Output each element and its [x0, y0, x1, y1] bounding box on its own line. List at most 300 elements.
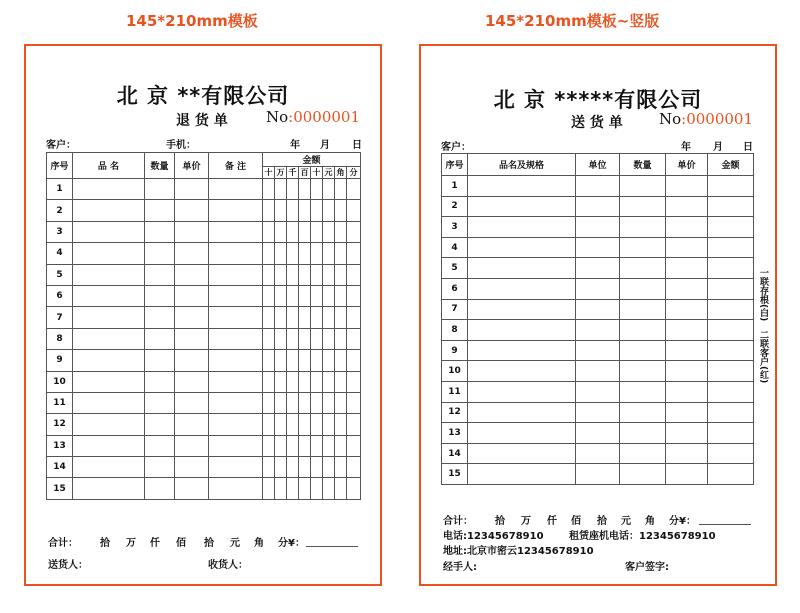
entry-cell[interactable] [299, 200, 311, 221]
entry-cell[interactable] [311, 435, 323, 456]
entry-cell[interactable] [335, 457, 347, 478]
entry-cell[interactable] [175, 457, 209, 478]
entry-cell[interactable] [145, 264, 175, 285]
entry-cell[interactable] [275, 350, 287, 371]
entry-cell[interactable] [576, 381, 620, 402]
entry-cell[interactable] [287, 435, 299, 456]
entry-cell[interactable] [708, 381, 754, 402]
entry-cell[interactable] [209, 285, 263, 306]
entry-cell[interactable] [263, 179, 275, 200]
entry-cell[interactable] [347, 243, 361, 264]
entry-cell[interactable] [335, 307, 347, 328]
entry-cell[interactable] [73, 435, 145, 456]
entry-cell[interactable] [287, 371, 299, 392]
entry-cell[interactable] [323, 243, 335, 264]
entry-cell[interactable] [299, 243, 311, 264]
entry-cell[interactable] [73, 285, 145, 306]
entry-cell[interactable] [468, 423, 576, 444]
entry-cell[interactable] [323, 478, 335, 499]
entry-cell[interactable] [620, 402, 666, 423]
entry-cell[interactable] [323, 179, 335, 200]
entry-cell[interactable] [620, 423, 666, 444]
entry-cell[interactable] [175, 478, 209, 499]
entry-cell[interactable] [666, 196, 708, 217]
entry-cell[interactable] [145, 200, 175, 221]
entry-cell[interactable] [209, 392, 263, 413]
entry-cell[interactable] [335, 285, 347, 306]
entry-cell[interactable] [145, 285, 175, 306]
entry-cell[interactable] [275, 414, 287, 435]
entry-cell[interactable] [175, 264, 209, 285]
customer-label: 客户： [46, 140, 76, 151]
table-row [442, 443, 754, 464]
entry-cell[interactable] [287, 457, 299, 478]
entry-cell[interactable] [468, 278, 576, 299]
entry-cell[interactable] [209, 307, 263, 328]
phone-label: 手机： [166, 140, 196, 151]
entry-cell[interactable] [620, 217, 666, 238]
row-number: 4 [442, 237, 468, 258]
entry-cell[interactable] [347, 264, 361, 285]
row-number: 2 [47, 200, 73, 221]
entry-cell[interactable] [263, 285, 275, 306]
entry-cell[interactable] [263, 371, 275, 392]
entry-cell[interactable] [263, 478, 275, 499]
entry-cell[interactable] [263, 350, 275, 371]
entry-cell[interactable] [666, 402, 708, 423]
entry-cell[interactable] [287, 264, 299, 285]
entry-cell[interactable] [620, 176, 666, 197]
phone-line: 电话:12345678910 [443, 531, 544, 542]
entry-cell[interactable] [209, 264, 263, 285]
entry-cell[interactable] [576, 443, 620, 464]
entry-cell[interactable] [666, 381, 708, 402]
entry-cell[interactable] [576, 237, 620, 258]
entry-cell[interactable] [708, 361, 754, 382]
row-number: 5 [47, 264, 73, 285]
digit-header: 分 [347, 167, 361, 179]
entry-cell[interactable] [311, 371, 323, 392]
entry-cell[interactable] [468, 381, 576, 402]
row-number: 9 [47, 350, 73, 371]
delivery-slip-form [419, 44, 777, 586]
entry-cell[interactable] [209, 435, 263, 456]
entry-cell[interactable] [576, 320, 620, 341]
handler-label: 经手人: [443, 562, 477, 573]
entry-cell[interactable] [335, 414, 347, 435]
entry-cell[interactable] [73, 243, 145, 264]
entry-cell[interactable] [576, 340, 620, 361]
entry-cell[interactable] [175, 179, 209, 200]
entry-cell[interactable] [323, 200, 335, 221]
entry-cell[interactable] [576, 278, 620, 299]
entry-cell[interactable] [347, 414, 361, 435]
entry-cell[interactable] [666, 443, 708, 464]
entry-cell[interactable] [175, 371, 209, 392]
entry-cell[interactable] [335, 328, 347, 349]
entry-cell[interactable] [323, 221, 335, 242]
entry-cell[interactable] [335, 392, 347, 413]
entry-cell[interactable] [275, 371, 287, 392]
entry-cell[interactable] [311, 392, 323, 413]
entry-cell[interactable] [287, 221, 299, 242]
total-unit: 分¥： [669, 516, 696, 527]
entry-cell[interactable] [209, 478, 263, 499]
month-label: 月 [713, 142, 723, 153]
entry-cell[interactable] [708, 464, 754, 485]
entry-cell[interactable] [311, 200, 323, 221]
entry-cell[interactable] [287, 179, 299, 200]
entry-cell[interactable] [209, 371, 263, 392]
entry-cell[interactable] [299, 478, 311, 499]
entry-cell[interactable] [666, 320, 708, 341]
entry-cell[interactable] [145, 435, 175, 456]
entry-cell[interactable] [299, 457, 311, 478]
month-label: 月 [320, 140, 330, 151]
entry-cell[interactable] [73, 179, 145, 200]
entry-cell[interactable] [209, 179, 263, 200]
entry-cell[interactable] [275, 243, 287, 264]
table-row [47, 478, 361, 499]
entry-cell[interactable] [275, 179, 287, 200]
entry-cell[interactable] [299, 307, 311, 328]
entry-cell[interactable] [347, 307, 361, 328]
entry-cell[interactable] [708, 443, 754, 464]
entry-cell[interactable] [323, 435, 335, 456]
entry-cell[interactable] [275, 435, 287, 456]
table-row [442, 278, 754, 299]
entry-cell[interactable] [347, 457, 361, 478]
entry-cell[interactable] [347, 285, 361, 306]
entry-cell[interactable] [708, 258, 754, 279]
entry-cell[interactable] [73, 200, 145, 221]
entry-cell[interactable] [708, 237, 754, 258]
total-unit: 仟 [547, 516, 557, 527]
digit-header: 十 [264, 168, 273, 177]
entry-cell[interactable] [275, 307, 287, 328]
header-price: 单价 [175, 153, 209, 179]
table-row [47, 179, 361, 200]
entry-cell[interactable] [335, 371, 347, 392]
total-amount-line [699, 524, 751, 525]
entry-cell[interactable] [708, 320, 754, 341]
entry-cell[interactable] [73, 328, 145, 349]
entry-cell[interactable] [323, 328, 335, 349]
header-amount: 金额 [263, 153, 361, 167]
header-unit: 单位 [576, 154, 620, 176]
entry-cell[interactable] [275, 457, 287, 478]
entry-cell[interactable] [468, 361, 576, 382]
entry-cell[interactable] [175, 221, 209, 242]
entry-cell[interactable] [263, 392, 275, 413]
entry-cell[interactable] [620, 443, 666, 464]
entry-cell[interactable] [73, 350, 145, 371]
entry-cell[interactable] [145, 221, 175, 242]
entry-cell[interactable] [73, 457, 145, 478]
entry-cell[interactable] [347, 392, 361, 413]
entry-cell[interactable] [323, 414, 335, 435]
entry-cell[interactable] [335, 243, 347, 264]
table-row [47, 435, 361, 456]
entry-cell[interactable] [347, 371, 361, 392]
entry-cell[interactable] [209, 414, 263, 435]
entry-cell[interactable] [468, 320, 576, 341]
entry-cell[interactable] [287, 243, 299, 264]
entry-cell[interactable] [708, 217, 754, 238]
entry-cell[interactable] [209, 221, 263, 242]
entry-cell[interactable] [666, 217, 708, 238]
entry-cell[interactable] [311, 414, 323, 435]
entry-cell[interactable] [287, 200, 299, 221]
receiver-label: 收货人： [208, 560, 248, 571]
entry-cell[interactable] [145, 478, 175, 499]
entry-cell[interactable] [335, 478, 347, 499]
row-number: 7 [47, 307, 73, 328]
entry-cell[interactable] [708, 278, 754, 299]
entry-cell[interactable] [468, 299, 576, 320]
entry-cell[interactable] [666, 361, 708, 382]
entry-cell[interactable] [145, 392, 175, 413]
entry-cell[interactable] [299, 371, 311, 392]
entry-cell[interactable] [576, 217, 620, 238]
entry-cell[interactable] [311, 243, 323, 264]
entry-cell[interactable] [73, 392, 145, 413]
entry-cell[interactable] [347, 179, 361, 200]
table-row [442, 320, 754, 341]
entry-cell[interactable] [576, 423, 620, 444]
entry-cell[interactable] [311, 179, 323, 200]
row-number: 14 [47, 457, 73, 478]
table-row [442, 196, 754, 217]
entry-cell[interactable] [576, 196, 620, 217]
entry-cell[interactable] [275, 200, 287, 221]
entry-cell[interactable] [175, 243, 209, 264]
entry-cell[interactable] [620, 361, 666, 382]
entry-cell[interactable] [263, 200, 275, 221]
entry-cell[interactable] [275, 478, 287, 499]
entry-cell[interactable] [145, 307, 175, 328]
entry-cell[interactable] [299, 414, 311, 435]
entry-cell[interactable] [620, 237, 666, 258]
form-subtitle: 退 货 单 [176, 113, 228, 129]
entry-cell[interactable] [666, 237, 708, 258]
entry-cell[interactable] [275, 328, 287, 349]
entry-cell[interactable] [275, 392, 287, 413]
entry-cell[interactable] [299, 392, 311, 413]
entry-cell[interactable] [263, 435, 275, 456]
entry-cell[interactable] [708, 299, 754, 320]
entry-cell[interactable] [335, 350, 347, 371]
entry-cell[interactable] [209, 350, 263, 371]
entry-cell[interactable] [287, 414, 299, 435]
right-template-caption: 145*210mm模板~竖版 [485, 12, 660, 30]
entry-cell[interactable] [73, 221, 145, 242]
entry-cell[interactable] [323, 285, 335, 306]
entry-cell[interactable] [708, 196, 754, 217]
entry-cell[interactable] [620, 278, 666, 299]
entry-cell[interactable] [323, 307, 335, 328]
entry-cell[interactable] [311, 221, 323, 242]
total-unit: 万 [126, 538, 136, 549]
entry-cell[interactable] [468, 443, 576, 464]
entry-cell[interactable] [666, 464, 708, 485]
total-label: 合计： [48, 538, 78, 549]
entry-cell[interactable] [287, 307, 299, 328]
entry-cell[interactable] [468, 176, 576, 197]
entry-cell[interactable] [576, 299, 620, 320]
entry-cell[interactable] [263, 307, 275, 328]
entry-cell[interactable] [299, 435, 311, 456]
entry-cell[interactable] [335, 200, 347, 221]
table-row [442, 361, 754, 382]
entry-cell[interactable] [73, 478, 145, 499]
entry-cell[interactable] [620, 258, 666, 279]
entry-cell[interactable] [347, 435, 361, 456]
entry-cell[interactable] [175, 200, 209, 221]
entry-cell[interactable] [263, 243, 275, 264]
entry-cell[interactable] [73, 371, 145, 392]
entry-cell[interactable] [287, 285, 299, 306]
entry-cell[interactable] [311, 264, 323, 285]
entry-cell[interactable] [468, 196, 576, 217]
entry-cell[interactable] [263, 414, 275, 435]
entry-cell[interactable] [576, 258, 620, 279]
entry-cell[interactable] [209, 328, 263, 349]
entry-cell[interactable] [263, 264, 275, 285]
copy-label-customer: 二联客户(红) [758, 330, 768, 384]
entry-cell[interactable] [335, 264, 347, 285]
entry-cell[interactable] [287, 392, 299, 413]
entry-cell[interactable] [576, 402, 620, 423]
entry-cell[interactable] [209, 457, 263, 478]
entry-cell[interactable] [576, 464, 620, 485]
entry-cell[interactable] [175, 435, 209, 456]
entry-cell[interactable] [323, 457, 335, 478]
entry-cell[interactable] [145, 243, 175, 264]
entry-cell[interactable] [576, 361, 620, 382]
entry-cell[interactable] [175, 392, 209, 413]
entry-cell[interactable] [468, 258, 576, 279]
entry-cell[interactable] [347, 328, 361, 349]
entry-cell[interactable] [263, 457, 275, 478]
total-unit: 拾 [597, 516, 607, 527]
entry-cell[interactable] [666, 340, 708, 361]
entry-cell[interactable] [323, 371, 335, 392]
entry-cell[interactable] [666, 176, 708, 197]
entry-cell[interactable] [335, 221, 347, 242]
entry-cell[interactable] [209, 243, 263, 264]
entry-cell[interactable] [335, 435, 347, 456]
entry-cell[interactable] [145, 457, 175, 478]
entry-cell[interactable] [620, 464, 666, 485]
table-row [47, 350, 361, 371]
total-unit: 佰 [176, 538, 186, 549]
entry-cell[interactable] [620, 320, 666, 341]
entry-cell[interactable] [347, 200, 361, 221]
entry-cell[interactable] [620, 340, 666, 361]
entry-cell[interactable] [708, 340, 754, 361]
entry-cell[interactable] [263, 221, 275, 242]
entry-cell[interactable] [666, 299, 708, 320]
entry-cell[interactable] [73, 414, 145, 435]
entry-cell[interactable] [175, 350, 209, 371]
entry-cell[interactable] [145, 328, 175, 349]
entry-cell[interactable] [275, 285, 287, 306]
entry-cell[interactable] [620, 381, 666, 402]
entry-cell[interactable] [666, 258, 708, 279]
entry-cell[interactable] [311, 307, 323, 328]
entry-cell[interactable] [299, 328, 311, 349]
copy-label-stub: 一联存根(白) [758, 268, 768, 322]
entry-cell[interactable] [666, 423, 708, 444]
entry-cell[interactable] [311, 328, 323, 349]
entry-cell[interactable] [175, 285, 209, 306]
entry-cell[interactable] [468, 340, 576, 361]
row-number: 12 [442, 402, 468, 423]
entry-cell[interactable] [175, 414, 209, 435]
entry-cell[interactable] [73, 264, 145, 285]
entry-cell[interactable] [468, 464, 576, 485]
entry-cell[interactable] [323, 392, 335, 413]
entry-cell[interactable] [311, 457, 323, 478]
row-number: 15 [442, 464, 468, 485]
entry-cell[interactable] [620, 299, 666, 320]
row-number: 3 [442, 217, 468, 238]
entry-cell[interactable] [468, 217, 576, 238]
entry-cell[interactable] [323, 350, 335, 371]
row-number: 5 [442, 258, 468, 279]
entry-cell[interactable] [468, 237, 576, 258]
entry-cell[interactable] [468, 402, 576, 423]
entry-cell[interactable] [175, 328, 209, 349]
entry-cell[interactable] [299, 285, 311, 306]
entry-cell[interactable] [347, 478, 361, 499]
entry-cell[interactable] [311, 478, 323, 499]
entry-cell[interactable] [287, 350, 299, 371]
header-price: 单价 [666, 154, 708, 176]
entry-cell[interactable] [275, 221, 287, 242]
entry-cell[interactable] [335, 179, 347, 200]
entry-cell[interactable] [299, 350, 311, 371]
entry-cell[interactable] [209, 200, 263, 221]
entry-cell[interactable] [620, 196, 666, 217]
entry-cell[interactable] [275, 264, 287, 285]
entry-cell[interactable] [299, 264, 311, 285]
entry-cell[interactable] [708, 423, 754, 444]
entry-cell[interactable] [299, 221, 311, 242]
entry-cell[interactable] [666, 278, 708, 299]
entry-cell[interactable] [299, 179, 311, 200]
entry-cell[interactable] [145, 414, 175, 435]
entry-cell[interactable] [311, 285, 323, 306]
entry-cell[interactable] [145, 350, 175, 371]
entry-cell[interactable] [708, 176, 754, 197]
entry-cell[interactable] [73, 307, 145, 328]
entry-cell[interactable] [145, 179, 175, 200]
entry-cell[interactable] [145, 371, 175, 392]
entry-cell[interactable] [576, 176, 620, 197]
entry-cell[interactable] [287, 478, 299, 499]
entry-cell[interactable] [708, 402, 754, 423]
header-name: 品名及规格 [468, 154, 576, 176]
entry-cell[interactable] [323, 264, 335, 285]
entry-cell[interactable] [311, 350, 323, 371]
entry-cell[interactable] [263, 328, 275, 349]
entry-cell[interactable] [175, 307, 209, 328]
entry-cell[interactable] [347, 221, 361, 242]
entry-cell[interactable] [347, 350, 361, 371]
entry-cell[interactable] [287, 328, 299, 349]
